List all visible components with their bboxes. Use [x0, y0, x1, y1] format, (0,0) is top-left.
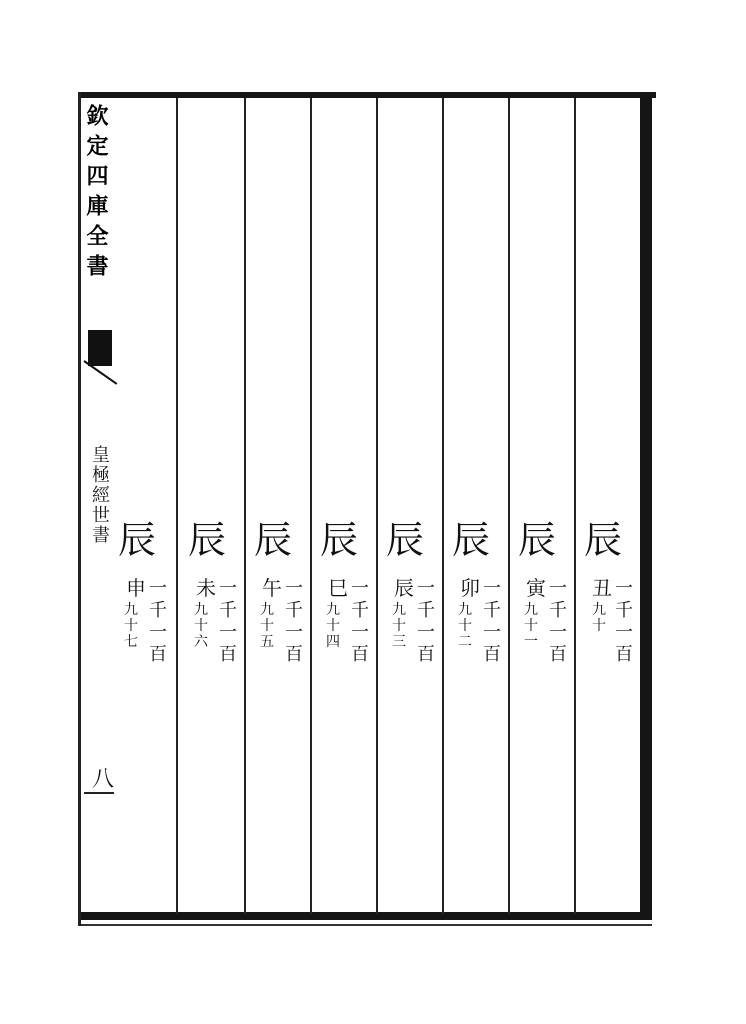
sub-number: 九 十 七: [124, 602, 138, 650]
margin-book-title: 皇極經世書: [89, 445, 110, 545]
main-character: 辰: [584, 518, 623, 562]
main-character: 辰: [386, 518, 425, 562]
page-number-rule: [84, 792, 114, 794]
main-character: 辰: [452, 518, 491, 562]
text-column: [446, 520, 510, 900]
column-rule: [176, 98, 178, 914]
fishtail-mark: [88, 330, 112, 366]
sub-number: 九 十 一: [524, 602, 538, 650]
main-character: 辰: [320, 518, 359, 562]
branch-character: 申: [126, 576, 146, 600]
main-character: 辰: [518, 518, 557, 562]
text-column: [314, 520, 378, 900]
sub-number: 九 十 二: [458, 602, 472, 650]
main-character: 辰: [254, 518, 293, 562]
page-number: 八: [92, 767, 115, 792]
branch-character: 丑: [592, 576, 612, 600]
branch-character: 未: [196, 576, 216, 600]
sub-number: 九 十 六: [194, 602, 208, 650]
sub-number: 九 十 五: [260, 602, 274, 650]
number-text: 一千一百: [146, 578, 167, 666]
sub-number: 九 十 四: [326, 602, 340, 650]
branch-character: 辰: [394, 576, 414, 600]
number-text: 一千一百: [414, 578, 435, 666]
text-column: [248, 520, 312, 900]
branch-character: 巳: [328, 576, 348, 600]
text-column: [380, 520, 444, 900]
number-text: 一千一百: [282, 578, 303, 666]
frame-bottom-border: [78, 912, 652, 920]
sub-number: 九 十 三: [392, 602, 406, 650]
text-column: [182, 520, 246, 900]
branch-character: 午: [262, 576, 282, 600]
branch-character: 卯: [460, 576, 480, 600]
main-character: 辰: [188, 518, 227, 562]
number-text: 一千一百: [216, 578, 237, 666]
frame-bottom-thin-border: [78, 924, 652, 926]
number-text: 一千一百: [480, 578, 501, 666]
number-text: 一千一百: [546, 578, 567, 666]
sub-number: 九 十: [592, 602, 606, 634]
number-text: 一千一百: [612, 578, 633, 666]
margin-tab-title: 欽定四庫全書: [83, 104, 109, 284]
text-column: [112, 520, 176, 900]
main-character: 辰: [118, 518, 157, 562]
text-column: [512, 520, 576, 900]
frame-top-border: [78, 92, 656, 98]
number-text: 一千一百: [348, 578, 369, 666]
text-column: [578, 520, 642, 900]
branch-character: 寅: [526, 576, 546, 600]
